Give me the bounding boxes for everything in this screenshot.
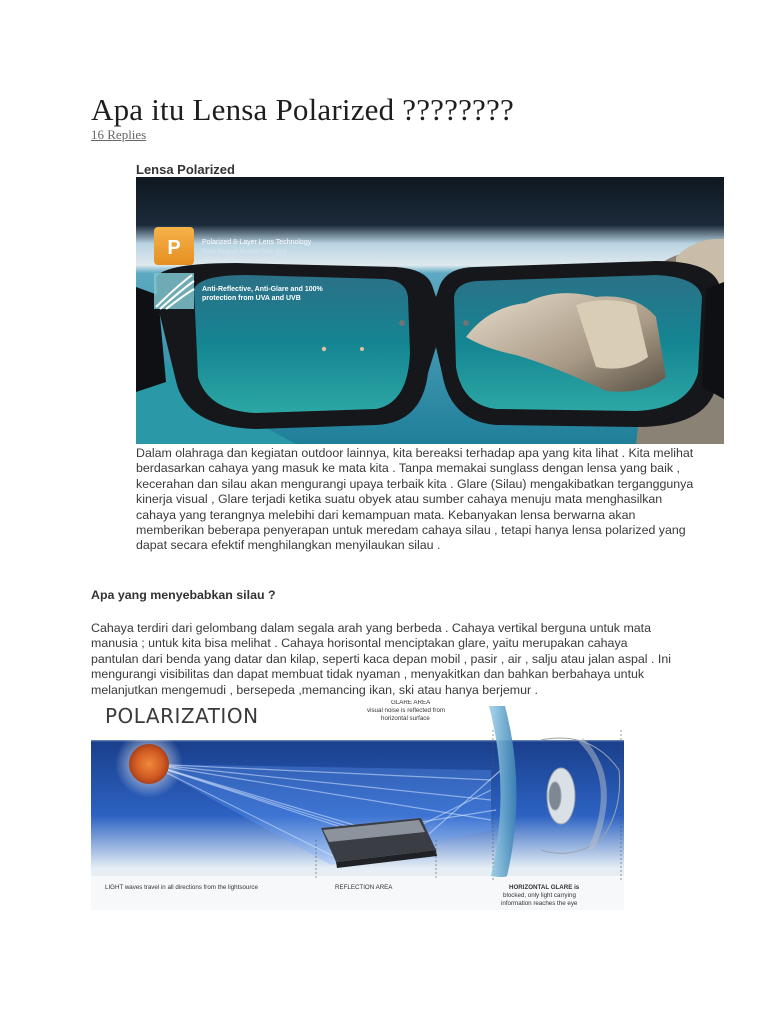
badge2-line1: Anti-Reflective, Anti-Glare and 100% <box>202 286 323 293</box>
glare-caption-line2: blocked, only light carrying <box>503 892 576 899</box>
cause-paragraph: Cahaya terdiri dari gelombang dalam segala arah yang berbeda . Cahaya vertikal berguna untuk mata manusia ; untuk kita bisa melihat . Cahaya horisontal menciptakan glare, yaitu merupakan cahaya pantulan dari benda yang datar dan kilap, seperti kaca depan mobil , pasir , air , salju atau jalan aspal . Ini mengurangi visibilitas dan dapat membuat tidak nyaman , menyakitkan dan bahkan berbahaya untuk melanjutkan mengemudi , bersepeda ,memancing ikan, ski atau hanya berjemur . <box>91 621 671 697</box>
glare-caption-line3: information reaches the eye <box>501 900 578 907</box>
light-caption: LIGHT waves travel in all directions from the lightsource <box>105 884 258 891</box>
lens-layers-icon <box>154 273 194 309</box>
cause-heading: Apa yang menyebabkan silau ? <box>91 588 276 602</box>
post-title: Apa itu Lensa Polarized ???????? <box>91 92 514 127</box>
badge1-line1: Polarized 8-Layer Lens Technology <box>202 239 312 246</box>
sun-icon <box>129 744 169 784</box>
polarization-diagram <box>91 700 624 910</box>
polarization-title: POLARIZATION <box>105 704 259 728</box>
badge1-line2: Seen through Neutral Grey lens <box>202 249 287 255</box>
badge-letter: P <box>167 237 181 259</box>
glare-caption-line1: HORIZONTAL GLARE is <box>509 884 580 891</box>
intro-paragraph: Dalam olahraga dan kegiatan outdoor lainnya, kita bereaksi terhadap apa yang kita lihat . Kita melihat berdasarkan cahaya yang masuk ke mata kita . Tanpa memakai sunglass dengan lensa yang baik , kecerahan dan silau akan mengurangi upaya terbaik kita . Glare (Silau) mengakibatkan terganggunya kinerja visual , Glare terjadi ketika suatu obyek atau sumber cahaya menuju mata menghasilkan cahaya yang terangnya melebihi dari kemampuan mata. Kebanyakan lensa berwarna akan memberikan beberapa penyerapan untuk meredam cahaya silau , tetapi hanya lensa polarized yang dapat secara efektif menghilangkan menyilaukan silau . <box>136 446 694 553</box>
sunglasses-image <box>136 177 724 444</box>
badge2-line2: protection from UVA and UVB <box>202 295 301 302</box>
glare-area-label: GLARE AREA <box>391 700 431 706</box>
section-heading: Lensa Polarized <box>136 162 235 177</box>
replies-link[interactable]: 16 Replies <box>91 127 147 142</box>
reflection-caption: REFLECTION AREA <box>335 884 393 891</box>
glare-area-line3: horizontal surface <box>381 715 430 722</box>
glare-area-line2: visual noise is reflected from <box>367 707 446 714</box>
